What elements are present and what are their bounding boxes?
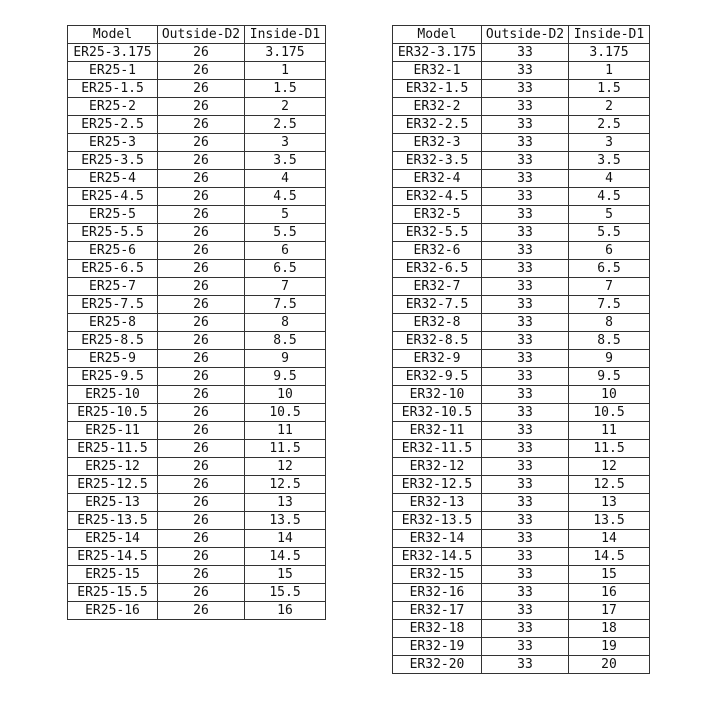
cell-model: ER32-13.5 [393,512,482,530]
table-row [393,98,650,116]
cell-outside-d2: 33 [482,602,569,620]
cell-outside-d2: 26 [158,134,245,152]
cell-inside-d1: 6.5 [569,260,650,278]
table-row [393,530,650,548]
cell-model: ER32-4.5 [393,188,482,206]
cell-outside-d2: 33 [482,134,569,152]
cell-model: ER25-3 [68,134,158,152]
header-outside-d2: Outside-D2 [158,26,245,44]
cell-outside-d2: 26 [158,62,245,80]
cell-inside-d1: 3.5 [245,152,326,170]
cell-model: ER25-6.5 [68,260,158,278]
cell-inside-d1: 18 [569,620,650,638]
table-row [393,314,650,332]
cell-model: ER32-17 [393,602,482,620]
cell-outside-d2: 33 [482,494,569,512]
cell-model: ER32-6.5 [393,260,482,278]
cell-inside-d1: 4.5 [569,188,650,206]
cell-inside-d1: 12.5 [245,476,326,494]
cell-inside-d1: 13 [569,494,650,512]
cell-outside-d2: 33 [482,80,569,98]
cell-inside-d1: 17 [569,602,650,620]
cell-inside-d1: 6 [245,242,326,260]
table-row [68,386,326,404]
cell-inside-d1: 20 [569,656,650,674]
table-row [68,296,326,314]
cell-model: ER25-5 [68,206,158,224]
cell-outside-d2: 33 [482,656,569,674]
cell-model: ER32-16 [393,584,482,602]
table-row [68,98,326,116]
table-row [68,206,326,224]
cell-model: ER32-3.175 [393,44,482,62]
er32-spec-table [392,25,650,674]
cell-model: ER32-7.5 [393,296,482,314]
table-row [393,440,650,458]
cell-outside-d2: 26 [158,602,245,620]
cell-model: ER32-13 [393,494,482,512]
cell-model: ER25-3.175 [68,44,158,62]
cell-model: ER25-14.5 [68,548,158,566]
table-row [68,332,326,350]
cell-inside-d1: 1 [569,62,650,80]
table-row [393,62,650,80]
cell-model: ER32-11.5 [393,440,482,458]
cell-inside-d1: 13.5 [245,512,326,530]
cell-inside-d1: 16 [569,584,650,602]
cell-inside-d1: 7 [245,278,326,296]
cell-outside-d2: 33 [482,368,569,386]
cell-inside-d1: 14 [245,530,326,548]
cell-outside-d2: 33 [482,206,569,224]
cell-outside-d2: 33 [482,260,569,278]
table-header-row [393,26,650,44]
cell-model: ER25-9 [68,350,158,368]
table-row [68,152,326,170]
cell-model: ER25-2.5 [68,116,158,134]
cell-model: ER25-1.5 [68,80,158,98]
cell-model: ER32-10.5 [393,404,482,422]
cell-inside-d1: 3.5 [569,152,650,170]
header-model: Model [393,26,482,44]
cell-model: ER32-19 [393,638,482,656]
cell-inside-d1: 3.175 [569,44,650,62]
cell-model: ER25-8.5 [68,332,158,350]
cell-outside-d2: 33 [482,98,569,116]
cell-outside-d2: 33 [482,458,569,476]
table-row [393,638,650,656]
cell-outside-d2: 26 [158,242,245,260]
cell-model: ER25-4 [68,170,158,188]
table-row [68,566,326,584]
table-row [68,458,326,476]
cell-outside-d2: 33 [482,584,569,602]
table-row [393,458,650,476]
table-row [68,422,326,440]
cell-inside-d1: 3 [569,134,650,152]
cell-outside-d2: 26 [158,404,245,422]
table-row [68,224,326,242]
cell-model: ER25-9.5 [68,368,158,386]
cell-inside-d1: 10.5 [245,404,326,422]
cell-outside-d2: 33 [482,350,569,368]
cell-model: ER25-3.5 [68,152,158,170]
cell-inside-d1: 5.5 [245,224,326,242]
cell-model: ER32-3 [393,134,482,152]
table-row [68,80,326,98]
table-row [393,332,650,350]
cell-outside-d2: 33 [482,44,569,62]
cell-outside-d2: 26 [158,332,245,350]
cell-model: ER32-2.5 [393,116,482,134]
table-row [393,566,650,584]
cell-model: ER25-10.5 [68,404,158,422]
cell-inside-d1: 3 [245,134,326,152]
cell-inside-d1: 14.5 [245,548,326,566]
cell-inside-d1: 2.5 [569,116,650,134]
cell-outside-d2: 26 [158,368,245,386]
cell-model: ER32-8 [393,314,482,332]
cell-outside-d2: 26 [158,314,245,332]
cell-outside-d2: 26 [158,44,245,62]
cell-model: ER25-13.5 [68,512,158,530]
cell-outside-d2: 26 [158,260,245,278]
cell-model: ER25-7.5 [68,296,158,314]
table-row [68,188,326,206]
table-row [393,134,650,152]
cell-model: ER25-2 [68,98,158,116]
cell-outside-d2: 26 [158,152,245,170]
cell-inside-d1: 15 [245,566,326,584]
table-row [68,602,326,620]
table-body [68,44,326,620]
cell-inside-d1: 5 [245,206,326,224]
table-row [68,548,326,566]
table-row [68,314,326,332]
cell-inside-d1: 6 [569,242,650,260]
cell-outside-d2: 26 [158,422,245,440]
cell-outside-d2: 26 [158,440,245,458]
cell-model: ER25-8 [68,314,158,332]
cell-inside-d1: 19 [569,638,650,656]
cell-outside-d2: 26 [158,188,245,206]
table-row [68,170,326,188]
table-row [393,386,650,404]
cell-inside-d1: 10 [569,386,650,404]
cell-outside-d2: 33 [482,386,569,404]
cell-outside-d2: 33 [482,332,569,350]
table-row [393,584,650,602]
cell-inside-d1: 7 [569,278,650,296]
cell-outside-d2: 26 [158,530,245,548]
cell-outside-d2: 33 [482,170,569,188]
cell-outside-d2: 26 [158,350,245,368]
cell-inside-d1: 11.5 [245,440,326,458]
table-row [393,368,650,386]
cell-model: ER25-1 [68,62,158,80]
cell-inside-d1: 10.5 [569,404,650,422]
cell-inside-d1: 13 [245,494,326,512]
cell-outside-d2: 26 [158,224,245,242]
table-row [393,44,650,62]
cell-model: ER25-4.5 [68,188,158,206]
table-row [68,404,326,422]
table-row [68,62,326,80]
table-row [393,188,650,206]
cell-model: ER32-5.5 [393,224,482,242]
table-row [393,602,650,620]
cell-inside-d1: 11 [245,422,326,440]
cell-inside-d1: 1 [245,62,326,80]
table-row [393,170,650,188]
cell-model: ER32-9.5 [393,368,482,386]
cell-outside-d2: 26 [158,476,245,494]
table-row [68,44,326,62]
cell-outside-d2: 26 [158,512,245,530]
cell-inside-d1: 9.5 [245,368,326,386]
cell-model: ER25-6 [68,242,158,260]
cell-outside-d2: 33 [482,62,569,80]
cell-inside-d1: 2 [245,98,326,116]
table-row [393,494,650,512]
table-row [393,116,650,134]
cell-inside-d1: 1.5 [245,80,326,98]
cell-model: ER32-6 [393,242,482,260]
cell-outside-d2: 26 [158,98,245,116]
cell-model: ER32-14.5 [393,548,482,566]
table-row [68,350,326,368]
table-row [68,512,326,530]
table-row [393,422,650,440]
cell-model: ER25-5.5 [68,224,158,242]
cell-inside-d1: 11 [569,422,650,440]
cell-inside-d1: 14.5 [569,548,650,566]
cell-outside-d2: 33 [482,296,569,314]
header-model: Model [68,26,158,44]
cell-model: ER32-14 [393,530,482,548]
table-row [393,224,650,242]
header-outside-d2: Outside-D2 [482,26,569,44]
cell-model: ER25-13 [68,494,158,512]
cell-inside-d1: 1.5 [569,80,650,98]
cell-outside-d2: 26 [158,80,245,98]
cell-model: ER32-12 [393,458,482,476]
cell-outside-d2: 26 [158,170,245,188]
table-row [393,206,650,224]
cell-inside-d1: 6.5 [245,260,326,278]
cell-inside-d1: 8 [245,314,326,332]
cell-outside-d2: 26 [158,296,245,314]
cell-outside-d2: 33 [482,440,569,458]
cell-model: ER32-10 [393,386,482,404]
cell-outside-d2: 33 [482,566,569,584]
cell-outside-d2: 33 [482,224,569,242]
cell-outside-d2: 33 [482,152,569,170]
cell-outside-d2: 33 [482,116,569,134]
table-row [393,476,650,494]
cell-model: ER25-10 [68,386,158,404]
table-row [393,350,650,368]
table-body [393,44,650,674]
cell-outside-d2: 33 [482,620,569,638]
cell-model: ER32-11 [393,422,482,440]
cell-inside-d1: 14 [569,530,650,548]
cell-model: ER32-9 [393,350,482,368]
cell-inside-d1: 4 [569,170,650,188]
cell-model: ER32-8.5 [393,332,482,350]
cell-model: ER32-20 [393,656,482,674]
cell-outside-d2: 33 [482,638,569,656]
table-row [393,656,650,674]
cell-inside-d1: 8 [569,314,650,332]
cell-model: ER32-5 [393,206,482,224]
header-inside-d1: Inside-D1 [245,26,326,44]
cell-outside-d2: 26 [158,584,245,602]
cell-inside-d1: 13.5 [569,512,650,530]
cell-inside-d1: 9 [569,350,650,368]
cell-outside-d2: 26 [158,386,245,404]
cell-model: ER25-14 [68,530,158,548]
table-row [68,584,326,602]
table-row [68,530,326,548]
cell-inside-d1: 7.5 [569,296,650,314]
cell-outside-d2: 33 [482,476,569,494]
table-row [393,242,650,260]
cell-model: ER25-12.5 [68,476,158,494]
cell-model: ER32-18 [393,620,482,638]
header-inside-d1: Inside-D1 [569,26,650,44]
table-row [68,278,326,296]
cell-inside-d1: 15.5 [245,584,326,602]
cell-outside-d2: 26 [158,206,245,224]
table-row [393,260,650,278]
cell-inside-d1: 9 [245,350,326,368]
cell-outside-d2: 33 [482,314,569,332]
cell-model: ER25-15 [68,566,158,584]
cell-outside-d2: 26 [158,548,245,566]
cell-inside-d1: 16 [245,602,326,620]
table-row [393,512,650,530]
cell-model: ER32-12.5 [393,476,482,494]
cell-inside-d1: 5.5 [569,224,650,242]
table-row [393,620,650,638]
table-row [393,152,650,170]
cell-inside-d1: 12.5 [569,476,650,494]
cell-inside-d1: 9.5 [569,368,650,386]
cell-model: ER32-7 [393,278,482,296]
cell-outside-d2: 33 [482,188,569,206]
cell-model: ER25-15.5 [68,584,158,602]
cell-model: ER32-4 [393,170,482,188]
cell-model: ER32-3.5 [393,152,482,170]
cell-inside-d1: 3.175 [245,44,326,62]
table-row [393,404,650,422]
cell-outside-d2: 33 [482,422,569,440]
cell-outside-d2: 26 [158,566,245,584]
table-row [68,134,326,152]
cell-inside-d1: 8.5 [569,332,650,350]
table-row [393,278,650,296]
cell-inside-d1: 2.5 [245,116,326,134]
table-row [68,494,326,512]
table-row [68,440,326,458]
cell-inside-d1: 4 [245,170,326,188]
table-row [68,116,326,134]
cell-outside-d2: 26 [158,458,245,476]
cell-outside-d2: 33 [482,404,569,422]
cell-model: ER32-15 [393,566,482,584]
cell-inside-d1: 4.5 [245,188,326,206]
cell-model: ER32-1.5 [393,80,482,98]
cell-inside-d1: 15 [569,566,650,584]
cell-inside-d1: 10 [245,386,326,404]
cell-outside-d2: 26 [158,278,245,296]
er25-spec-table [67,25,326,620]
cell-inside-d1: 8.5 [245,332,326,350]
cell-outside-d2: 26 [158,116,245,134]
cell-inside-d1: 2 [569,98,650,116]
cell-model: ER32-1 [393,62,482,80]
cell-inside-d1: 5 [569,206,650,224]
cell-inside-d1: 7.5 [245,296,326,314]
cell-model: ER25-7 [68,278,158,296]
cell-outside-d2: 33 [482,242,569,260]
table-row [68,476,326,494]
cell-model: ER25-11.5 [68,440,158,458]
cell-model: ER32-2 [393,98,482,116]
cell-outside-d2: 33 [482,512,569,530]
table-row [393,296,650,314]
table-row [68,242,326,260]
cell-outside-d2: 33 [482,278,569,296]
table-row [68,260,326,278]
cell-outside-d2: 33 [482,530,569,548]
cell-inside-d1: 11.5 [569,440,650,458]
cell-inside-d1: 12 [569,458,650,476]
cell-model: ER25-11 [68,422,158,440]
cell-model: ER25-16 [68,602,158,620]
cell-model: ER25-12 [68,458,158,476]
cell-inside-d1: 12 [245,458,326,476]
cell-outside-d2: 26 [158,494,245,512]
table-row [393,548,650,566]
table-header-row [68,26,326,44]
table-row [393,80,650,98]
cell-outside-d2: 33 [482,548,569,566]
table-row [68,368,326,386]
